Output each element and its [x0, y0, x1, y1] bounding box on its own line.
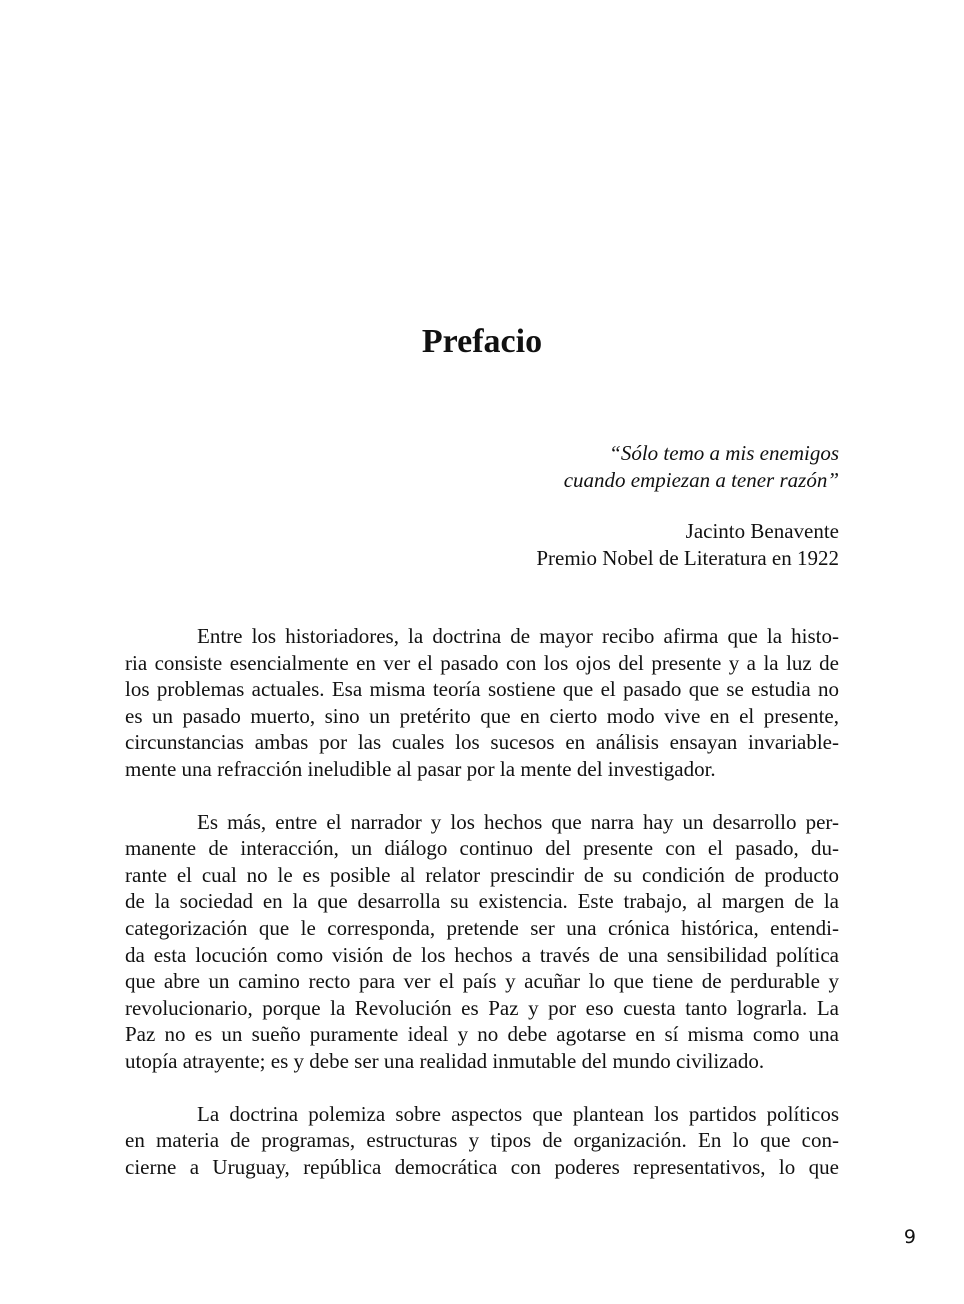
text-line: manente de interacción, un diálogo continuo del presente con el pasado, du-	[125, 836, 839, 861]
text-line: Es más, entre el narrador y los hechos que narra hay un desarrollo per-	[197, 809, 839, 834]
text-line: mente una refracción ineludible al pasar por la mente del investigador.	[125, 756, 716, 781]
text-line: revolucionario, porque la Revolución es Paz y por eso cuesta tanto lograrla. La	[125, 995, 839, 1020]
paragraph	[125, 623, 839, 783]
text-line: rante el cual no le es posible al relator prescindir de su condición de producto	[125, 862, 839, 887]
text-line: utopía atrayente; es y debe ser una realidad inmutable del mundo civilizado.	[125, 1048, 765, 1073]
text-line: da esta locución como visión de los hechos a través de una sensibilidad política	[125, 942, 839, 967]
text-line: cierne a Uruguay, república democrática con poderes representativos, lo que	[125, 1154, 839, 1179]
text-line: Paz no es un sueño puramente ideal y no debe agotarse en sí misma como una	[125, 1022, 839, 1047]
epigraph-quote	[564, 440, 839, 494]
epigraph-attribution	[536, 518, 839, 572]
text-line: La doctrina polemiza sobre aspectos que plantean los partidos políticos	[197, 1101, 839, 1126]
text-line: los problemas actuales. Esa misma teoría sostiene que el pasado que se estudia no	[125, 677, 839, 702]
attribution-author: Jacinto Benavente	[685, 519, 839, 543]
text-line: en materia de programas, estructuras y tipos de organización. En lo que con-	[125, 1128, 839, 1153]
epigraph-line: cuando empiezan a tener razón”	[563, 468, 839, 492]
paragraph	[125, 1101, 839, 1181]
text-line: circunstancias ambas por las cuales los sucesos en análisis ensayan invariable-	[125, 730, 839, 755]
epigraph-line: “Sólo temo a mis enemigos	[609, 441, 839, 465]
chapter-title: Prefacio	[421, 323, 543, 360]
text-line: es un pasado muerto, sino un pretérito que en cierto modo vive en el presente,	[125, 703, 839, 728]
text-line: categorización que le corresponda, pretende ser una crónica histórica, entendi-	[125, 915, 839, 940]
paragraph	[125, 809, 839, 1075]
text-line: de la sociedad en la que desarrolla su existencia. Este trabajo, al margen de la	[125, 889, 839, 914]
text-line: ria consiste esencialmente en ver el pasado con los ojos del presente y a la luz de	[125, 650, 839, 675]
text-line: que abre un camino recto para ver el país y acuñar lo que tiene de perdurable y	[125, 969, 839, 994]
page-number: 9	[903, 1226, 916, 1248]
body-text	[125, 623, 839, 1206]
attribution-note: Premio Nobel de Literatura en 1922	[536, 546, 839, 570]
text-line: Entre los historiadores, la doctrina de mayor recibo afirma que la histo-	[197, 624, 839, 648]
